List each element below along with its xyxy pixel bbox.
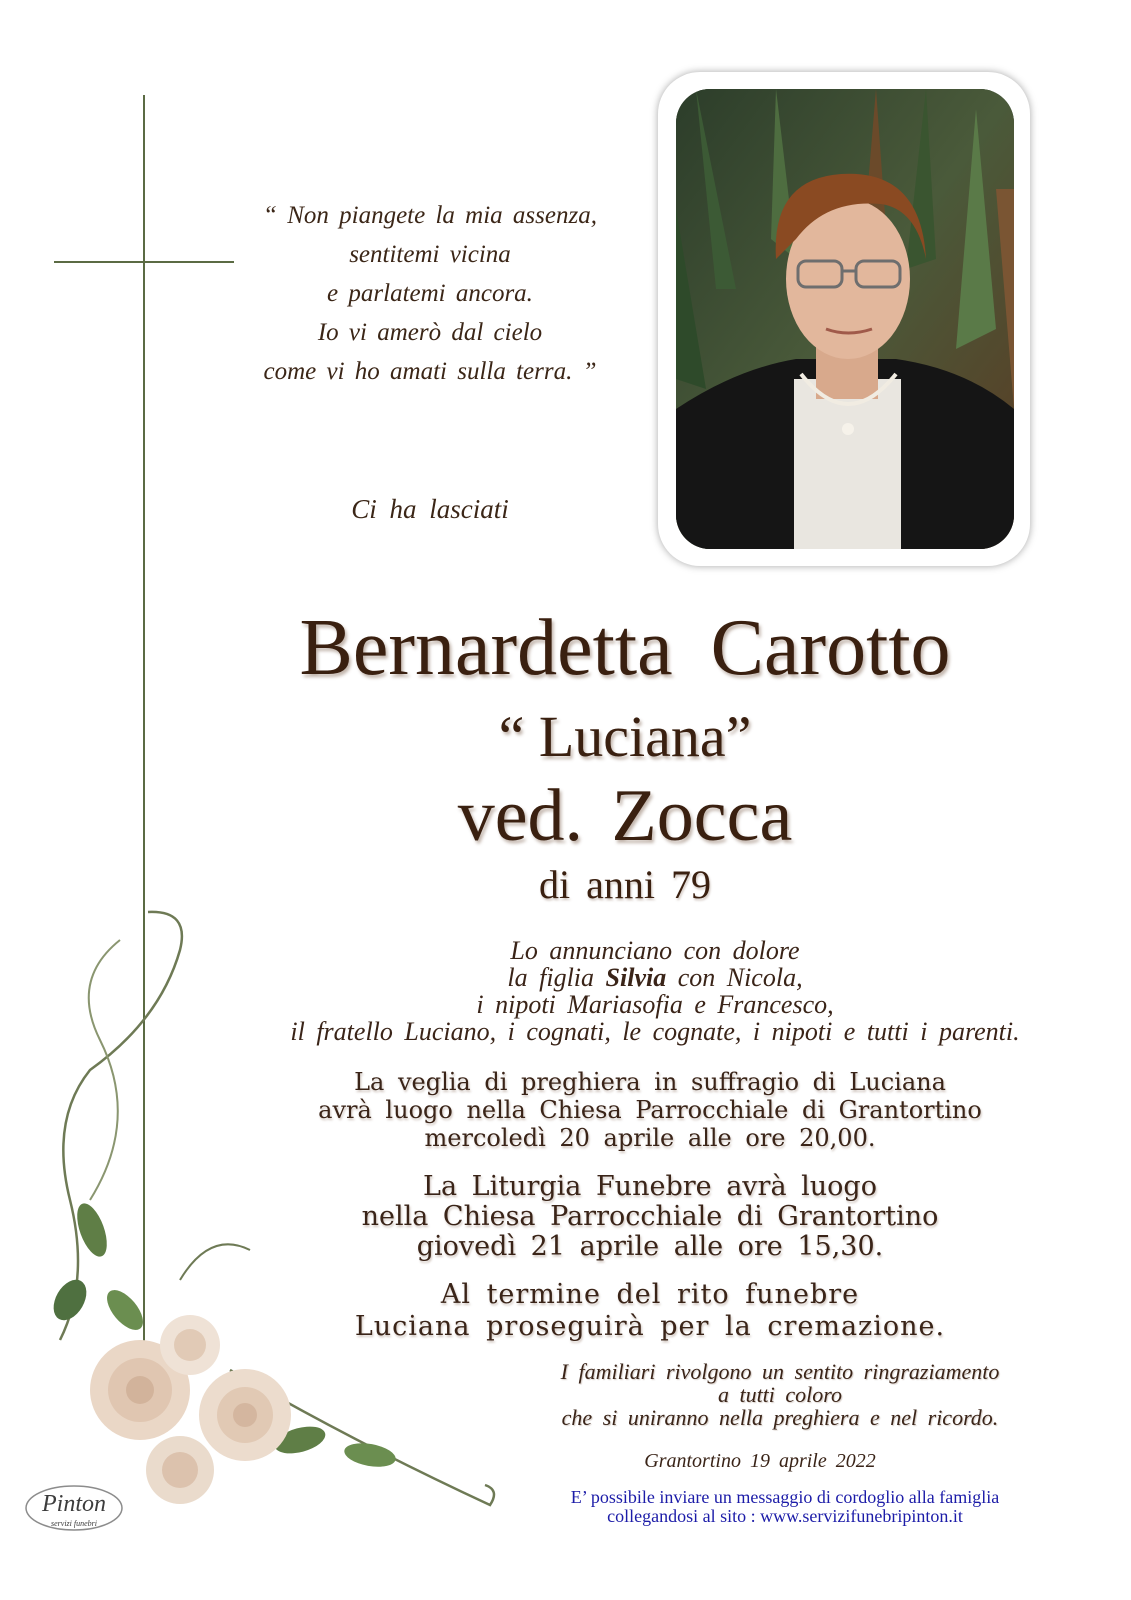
funeral-line: La Liturgia Funebre avrà luogo xyxy=(423,1171,877,1202)
pinton-logo xyxy=(22,1478,126,1538)
online-link[interactable]: collegandosi al sito : www.servizifunebripinton.it xyxy=(607,1506,963,1526)
place-date: Grantortino 19 aprile 2022 xyxy=(644,1450,876,1472)
quote-line: “ Non piangete la mia assenza, xyxy=(263,202,597,229)
announcement-line: Lo annunciano con dolore xyxy=(510,936,800,965)
quote-line: e parlatemi ancora. xyxy=(327,280,533,307)
deceased-nickname: “ Luciana” xyxy=(498,704,752,769)
deceased-name: Bernardetta Carotto xyxy=(299,604,951,692)
funeral-line: giovedì 21 aprile alle ore 15,30. xyxy=(416,1231,884,1262)
svg-text:servizi funebri: servizi funebri xyxy=(51,1519,97,1528)
quote-line: sentitemi vicina xyxy=(349,241,511,268)
thanks-message xyxy=(470,1360,1090,1429)
announcement-text: con Nicola, xyxy=(666,963,803,992)
deceased-age: di anni 79 xyxy=(539,862,711,907)
quote-line: Io vi amerò dal cielo xyxy=(317,319,543,346)
funeral-line: nella Chiesa Parrocchiale di Grantortino xyxy=(361,1201,939,1232)
announcement-text: la figlia xyxy=(507,963,606,992)
cremation-line: Luciana proseguirà per la cremazione. xyxy=(354,1311,946,1342)
thanks-line: a tutti coloro xyxy=(717,1382,843,1407)
daughter-name: Silvia xyxy=(605,963,667,992)
rose-decoration xyxy=(30,900,510,1520)
svg-text:Pinton: Pinton xyxy=(42,1491,106,1517)
quote-line: come vi ho amati sulla terra. ” xyxy=(263,358,597,385)
vigil-line: La veglia di preghiera in suffragio di Luciana xyxy=(354,1068,946,1096)
online-condolence xyxy=(510,1488,1060,1526)
cremation-line: Al termine del rito funebre xyxy=(440,1279,860,1310)
thanks-line: che si uniranno nella preghiera e nel ricordo. xyxy=(561,1405,999,1430)
memorial-quote xyxy=(200,196,660,391)
announcement-line: il fratello Luciano, i cognati, le cognate, i nipoti e tutti i parenti. xyxy=(290,1017,1020,1046)
vigil-line: mercoledì 20 aprile alle ore 20,00. xyxy=(424,1124,876,1152)
vigil-line: avrà luogo nella Chiesa Parrocchiale di Grantortino xyxy=(318,1096,982,1124)
thanks-line: I familiari rivolgono un sentito ringraziamento xyxy=(560,1359,1000,1384)
intro-text: Ci ha lasciati xyxy=(351,494,509,524)
portrait-photo xyxy=(676,89,1014,549)
widow-of: ved. Zocca xyxy=(457,775,793,857)
announcement-line: i nipoti Mariasofia e Francesco, xyxy=(476,990,834,1019)
online-line: E’ possibile inviare un messaggio di cordoglio alla famiglia xyxy=(570,1487,1000,1507)
